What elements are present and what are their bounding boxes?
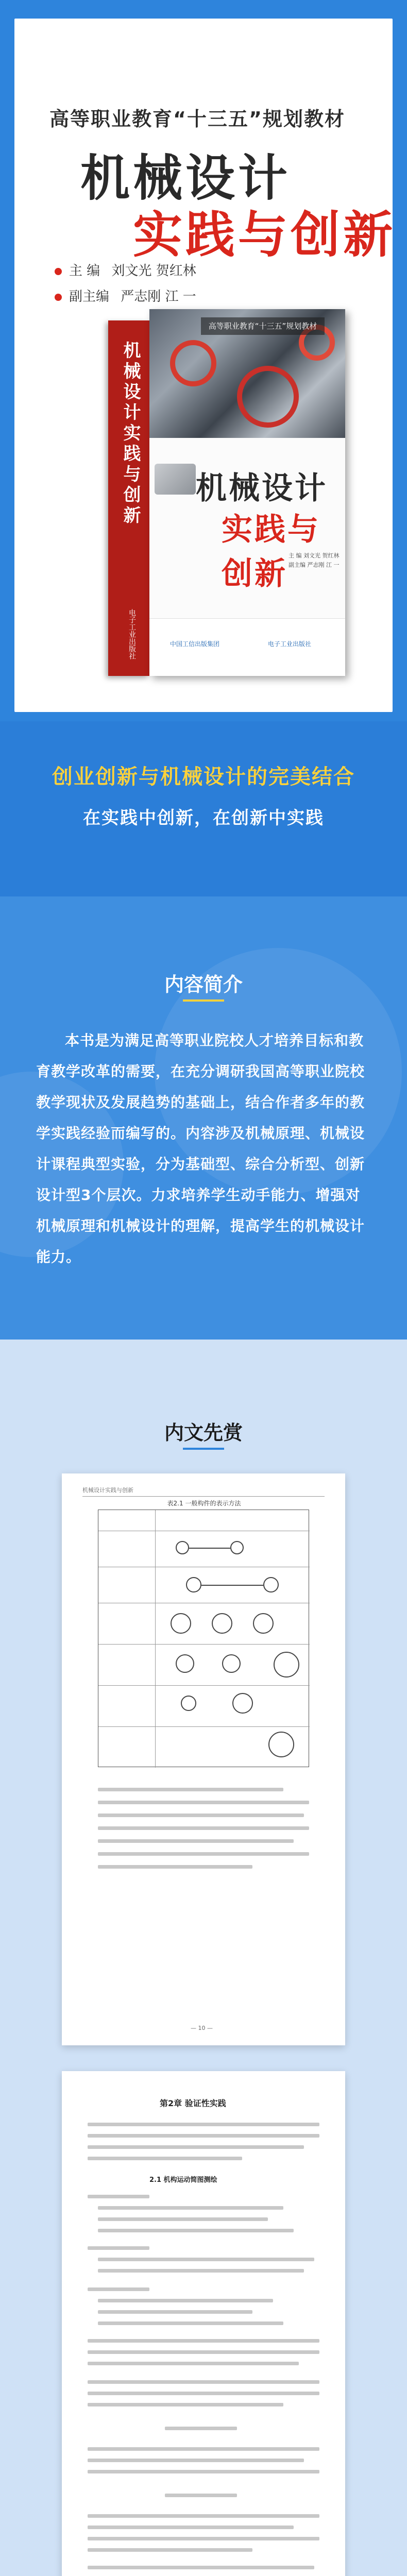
- chief-editor-names: 刘文光 贺红林: [111, 263, 196, 279]
- intro-body: 本书是为满足高等职业院校人才培养目标和教育教学改革的需要，在充分调研我国高等职业院校教学现状及发展趋势的基础上，结合作者多年的教学实践经验而编写的。内容涉及机械原理、机械设计课程典型实验，分为基础型、综合分析型、创新设计型3个层次。力求培养学生动手能力、增强对机械原理和机械设计的理解，提高学生的机械设计能力。: [36, 1032, 365, 1265]
- text-line: [98, 1826, 309, 1830]
- table-row: [98, 1726, 310, 1727]
- table-caption: 表2.1 一般构件的表示方法: [167, 1500, 241, 1507]
- text-line: [98, 1801, 309, 1804]
- joint-symbol: [274, 1652, 299, 1677]
- joint-symbol: [263, 1577, 279, 1592]
- deputy-editor-label: 副主编: [69, 289, 110, 304]
- text-line: [88, 2380, 319, 2384]
- text-line: [88, 2537, 319, 2540]
- text-line: [98, 1814, 304, 1817]
- chapter-heading: 第2章 验证性实践: [160, 2098, 226, 2108]
- joint-symbol: [186, 1577, 201, 1592]
- book-title-line2: 实践与创新: [133, 206, 396, 264]
- intro-title: 内容简介: [164, 973, 243, 996]
- tagline-primary: 创业创新与机械设计的完美结合: [52, 765, 355, 789]
- front-title-line1: 机械设计: [196, 470, 328, 506]
- gear-icon: [237, 366, 299, 428]
- text-line: [98, 2299, 273, 2302]
- front-title-line2: 实践与创新: [222, 512, 320, 592]
- table-row: [98, 1644, 310, 1645]
- text-line: [88, 2350, 319, 2354]
- bullet-icon: [55, 294, 62, 301]
- text-line: [88, 2134, 319, 2138]
- text-line: [98, 1788, 283, 1791]
- joint-symbol: [268, 1732, 294, 1757]
- text-line: [98, 1839, 294, 1843]
- book-title-line1: 机械设计: [80, 149, 291, 207]
- joint-symbol: [176, 1654, 194, 1673]
- book-mockup: [108, 309, 345, 680]
- joint-symbol: [232, 1693, 253, 1714]
- table-divider: [155, 1510, 156, 1768]
- sample-page-2: [62, 2071, 345, 2576]
- joint-symbol: [253, 1613, 274, 1634]
- text-line: [88, 2548, 252, 2552]
- chief-editor-label: 主 编: [69, 263, 100, 279]
- table-row: [98, 1685, 310, 1686]
- mechanical-parts-image: [155, 464, 196, 495]
- link-symbol: [189, 1548, 230, 1549]
- joint-symbol: [222, 1654, 241, 1673]
- text-line: [88, 2157, 242, 2160]
- sample-page-1: [62, 1473, 345, 2045]
- text-line: [88, 2447, 319, 2451]
- joint-symbol: [181, 1696, 196, 1711]
- chief-editor-row: [55, 260, 196, 279]
- page-header: 机械设计实践与创新: [82, 1486, 325, 1497]
- text-line: [98, 2310, 252, 2314]
- text-line: [88, 2403, 283, 2406]
- engine-photo: [149, 309, 345, 438]
- spine-title: 机械设计实践与创新: [120, 341, 141, 527]
- text-line: [98, 2321, 283, 2325]
- text-line: [88, 2514, 319, 2518]
- symbol-table: [98, 1500, 309, 1767]
- text-line: [88, 2526, 294, 2529]
- page-number: — 10 —: [191, 2025, 213, 2031]
- text-line: [98, 2217, 268, 2221]
- text-line: [88, 2392, 319, 2395]
- series-label: 高等职业教育“十三五”规划教材: [49, 108, 345, 130]
- formula-line: [165, 2427, 237, 2430]
- book-spine: [108, 320, 149, 676]
- text-line: [98, 2206, 283, 2210]
- deputy-editor-names: 严志刚 江 一: [121, 289, 196, 304]
- text-line: [88, 2362, 299, 2365]
- text-line: [98, 1852, 309, 1856]
- front-footer: [149, 618, 345, 676]
- text-line: [88, 2123, 319, 2126]
- intro-divider: [183, 999, 224, 1002]
- text-line: [88, 2566, 314, 2569]
- publisher-logo: 电子工业出版社: [268, 640, 312, 648]
- text-line: [98, 2269, 304, 2273]
- bullet-icon: [55, 268, 62, 275]
- text-line: [88, 2287, 149, 2291]
- text-line: [88, 2195, 149, 2198]
- text-line: [88, 2246, 149, 2250]
- joint-symbol: [176, 1541, 189, 1554]
- publisher-group-logo: 中国工信出版集团: [170, 640, 220, 648]
- text-line: [98, 1865, 252, 1869]
- joint-symbol: [212, 1613, 232, 1634]
- book-front-cover: [149, 309, 345, 676]
- deputy-editor-row: [55, 286, 196, 305]
- front-authors: [289, 551, 340, 570]
- preview-divider: [183, 1448, 224, 1450]
- front-series-bar: 高等职业教育“十三五”规划教材: [201, 317, 325, 335]
- text-line: [88, 2470, 319, 2473]
- tagline-secondary: 在实践中创新，在创新中实践: [83, 808, 324, 828]
- joint-symbol: [230, 1541, 244, 1554]
- section-heading: 2.1 机构运动简图测绘: [149, 2176, 217, 2184]
- text-line: [88, 2145, 304, 2149]
- text-line: [98, 2258, 314, 2261]
- text-line: [98, 2229, 294, 2232]
- link-symbol: [201, 1585, 263, 1586]
- text-line: [88, 2459, 304, 2462]
- formula-line: [165, 2494, 237, 2497]
- gear-icon: [170, 340, 216, 386]
- text-line: [88, 2339, 319, 2343]
- front-authors-line2: 副主编 严志刚 江 一: [289, 562, 340, 568]
- front-authors-line1: 主 编 刘文光 贺红林: [289, 552, 340, 559]
- preview-title: 内文先赏: [164, 1421, 243, 1444]
- spine-publisher: 电子工业出版社: [128, 609, 136, 659]
- joint-symbol: [171, 1613, 191, 1634]
